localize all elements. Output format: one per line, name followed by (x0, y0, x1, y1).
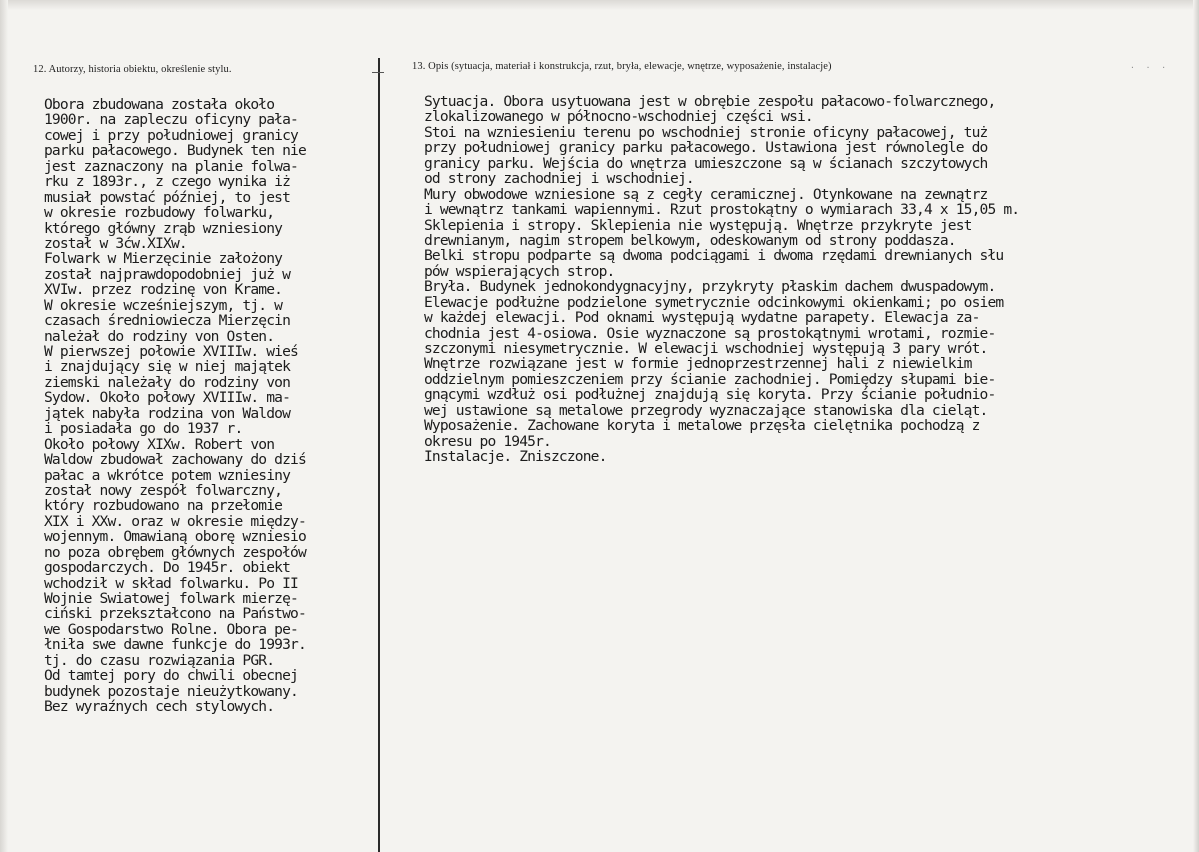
history-text-line: ziemski należały do rodziny von (44, 373, 291, 391)
description-text-line: Bryła. Budynek jednokondygnacyjny, przykryty płaskim dachem dwuspadowym. (424, 278, 996, 296)
description-text-line: w każdej elewacji. Pod oknami występują wydatne parapety. Elewacja za- (424, 309, 980, 327)
history-text-line: i znajdujący się w niej majątek (44, 358, 291, 376)
column-divider-tick (372, 72, 384, 73)
description-text-line: Sklepienia i stropy. Sklepienia nie występują. Wnętrze przykryte jest (424, 216, 972, 234)
description-text-line: oddzielnym pomieszczeniem przy ścianie zachodniej. Pomiędzy słupami bie- (424, 370, 996, 388)
description-text-line: chodnia jest 4-osiowa. Osie wyznaczone są prostokątnymi wrotami, rozmie- (424, 324, 996, 342)
history-text-line: należał do rodziny von Osten. (44, 327, 275, 345)
history-text-line: Waldow zbudował zachowany do dziś (44, 451, 306, 469)
description-text-line: Sytuacja. Obora usytuowana jest w obrębie zespołu pałacowo-folwarcznego, (424, 93, 996, 110)
description-text-line: okresu po 1945r. (424, 432, 551, 450)
header-dotted-leader: · · · (1130, 63, 1170, 72)
description-text-line: granicy parku. Wejścia do wnętrza umieszczone są w ścianach szczytowych (424, 154, 988, 172)
description-text-line: zlokalizowanego w północno-wschodniej części wsi. (424, 108, 813, 126)
history-text-line: cowej i przy południowej granicy (44, 126, 298, 144)
description-text-line: Belki stropu podparte są dwoma podciągami i dwoma rzędami drewnianych słu (424, 247, 1004, 265)
history-text-line: tj. do czasu rozwiązania PGR. (44, 651, 275, 669)
history-text-line: we Gospodarstwo Rolne. Obora pe- (44, 620, 298, 638)
description-text-line: Instalacje. Zniszczone. (424, 448, 607, 466)
description-text-line: przy południowej granicy parku pałacowego. Ustawiona jest równolegle do (424, 139, 988, 157)
section-12-header: 12. Autorzy, historia obiektu, określenie stylu. (33, 64, 232, 75)
history-text-line: w okresie rozbudowy folwarku, (44, 204, 275, 222)
scan-edge-left (0, 0, 8, 852)
history-text-line: którego główny zrąb wzniesiony (44, 219, 283, 237)
history-text-line: budynek pozostaje nieużytkowany. (44, 682, 298, 700)
history-text-line: gospodarczych. Do 1945r. obiekt (44, 559, 291, 577)
description-text-column (424, 94, 1019, 465)
description-text-line: Wnętrze rozwiązane jest w formie jednoprzestrzennej hali z niewielkim (424, 355, 972, 373)
history-text-line: Wojnie Swiatowej folwark mierzę- (44, 590, 298, 607)
description-text-line: Stoi na wzniesieniu terenu po wschodniej stronie oficyny pałacowej, tuż (424, 123, 988, 141)
history-text-line: Bez wyraźnych cech stylowych. (44, 698, 275, 716)
description-text-line: Wyposażenie. Zachowane koryta i metalowe przęsła cielętnika pochodzą z (424, 417, 980, 435)
history-text-line: Obora zbudowana została około (44, 96, 275, 113)
history-text-line: czasach średniowiecza Mierzęcin (44, 312, 291, 330)
scan-edge-top (0, 0, 1199, 10)
description-text-line: i wewnątrz tankami wapiennymi. Rzut prostokątny o wymiarach 33,4 x 15,05 m. (424, 201, 1020, 219)
history-text-line: ciński przekształcono na Państwo- (44, 605, 306, 623)
history-text-line: pałac a wkrótce potem wzniesiny (44, 466, 291, 484)
description-text-line: wej ustawione są metalowe przegrody wyznaczające stanowiska dla cieląt. (424, 401, 988, 419)
history-text-line: 1900r. na zapleczu oficyny pała- (44, 111, 298, 129)
history-text-line: Folwark w Mierzęcinie założony (44, 250, 283, 268)
column-divider (378, 58, 380, 852)
history-text-line: i posiadała go do 1937 r. (44, 420, 243, 438)
history-text-line: XVIw. przez rodzinę von Krame. (44, 281, 283, 299)
description-text-line: drewnianym, nagim stropem belkowym, odeskowanym od strony poddasza. (424, 231, 956, 249)
history-text-line: W pierwszej połowie XVIIIw. wieś (44, 343, 298, 360)
history-text-line: został w 3ćw.XIXw. (44, 234, 187, 252)
history-text-column (44, 97, 306, 715)
description-text-line: Elewacje podłużne podzielone symetrycznie odcinkowymi okienkami; po osiem (424, 293, 1004, 311)
history-text-line: Od tamtej pory do chwili obecnej (44, 667, 298, 685)
scan-edge-right (1193, 0, 1199, 852)
history-text-line: który rozbudowano na przełomie (44, 497, 283, 515)
history-text-line: został nowy zespół folwarczny, (44, 481, 283, 499)
history-text-line: no poza obrębem głównych zespołów (44, 543, 306, 561)
description-text-line: Mury obwodowe wzniesione są z cegły ceramicznej. Otynkowane na zewnątrz (424, 185, 988, 203)
history-text-line: parku pałacowego. Budynek ten nie (44, 142, 306, 160)
history-text-line: musiał powstać później, to jest (44, 188, 291, 206)
description-text-line: pów wspierających strop. (424, 262, 615, 280)
description-text-line: szczonymi niesymetrycznie. W elewacji wschodniej występują 3 pary wrót. (424, 340, 988, 357)
description-text-line: gnącymi wzdłuż osi podłużnej znajdują się koryta. Przy ścianie południo- (424, 386, 996, 404)
section-13-header: 13. Opis (sytuacja, materiał i konstrukcja, rzut, bryła, elewacje, wnętrze, wyposażenie, instalacje) (412, 61, 832, 72)
history-text-line: wojennym. Omawianą oborę wzniesio (44, 528, 306, 546)
history-text-line: łniła swe dawne funkcje do 1993r. (44, 636, 306, 654)
history-text-line: został najprawdopodobniej już w (44, 265, 291, 283)
history-text-line: XIX i XXw. oraz w okresie między- (44, 512, 306, 530)
history-text-line: Sydow. Około połowy XVIIIw. ma- (44, 389, 291, 407)
history-text-line: jest zaznaczony na planie folwa- (44, 157, 298, 175)
description-text-line: od strony zachodniej i wschodniej. (424, 170, 694, 188)
history-text-line: wchodził w skład folwarku. Po II (44, 574, 298, 592)
history-text-line: Około połowy XIXw. Robert von (44, 435, 275, 453)
history-text-line: rku z 1893r., z czego wynika iż (44, 173, 291, 191)
history-text-line: W okresie wcześniejszym, tj. w (44, 296, 283, 314)
history-text-line: jątek nabyła rodzina von Waldow (44, 404, 291, 422)
